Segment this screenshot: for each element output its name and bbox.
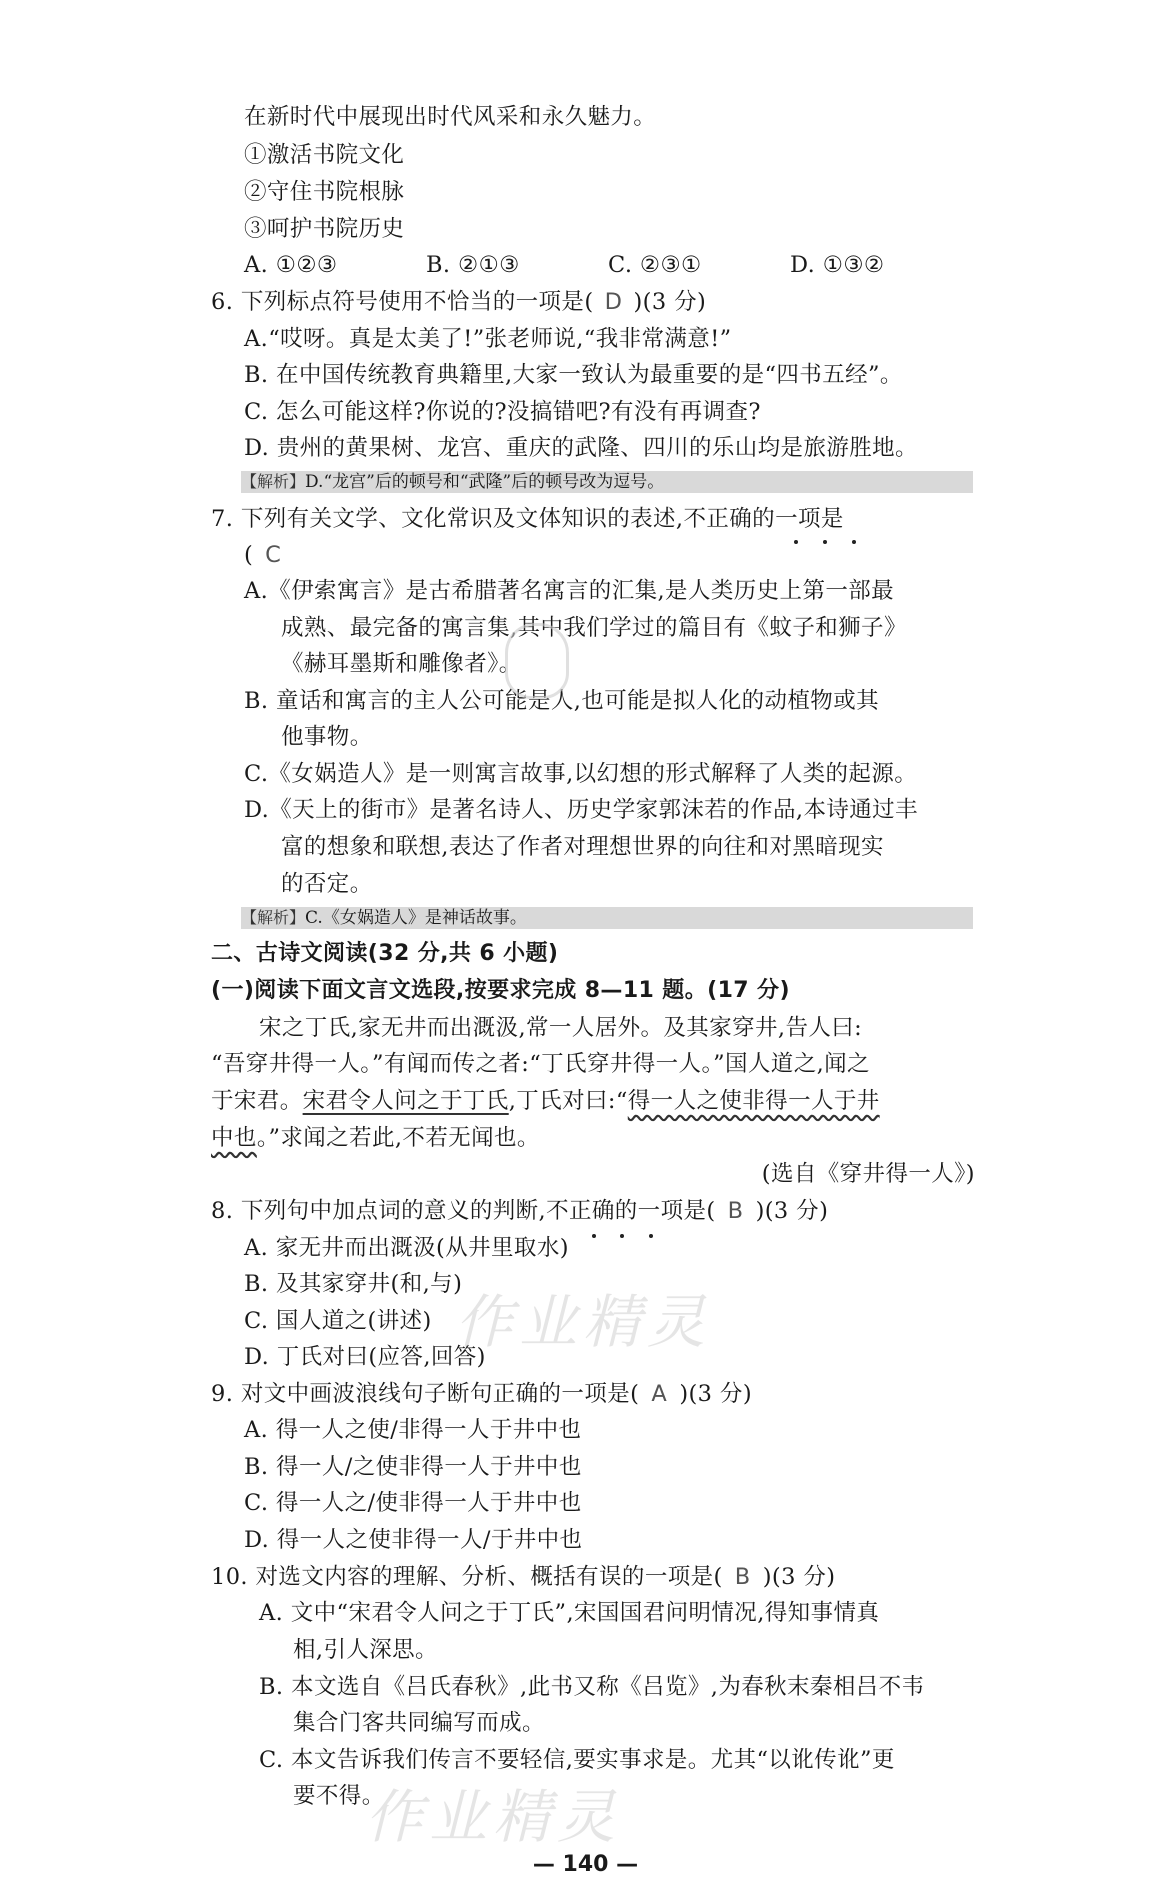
- wavy-sentence: 中也: [211, 1125, 257, 1151]
- q9-stem-text: 9. 对文中画波浪线句子断句正确的一项是(: [211, 1381, 640, 1407]
- q10-stem-text: 10. 对选文内容的理解、分析、概括有误的一项是(: [211, 1564, 723, 1590]
- section-title: 二、古诗文阅读(32 分,共 6 小题): [211, 941, 559, 966]
- q6-stem: [211, 286, 706, 318]
- passage-text: 于宋君。: [211, 1088, 303, 1114]
- page-number: — 140 —: [532, 1852, 639, 1877]
- passage-text: 。”求闻之若此,不若无闻也。: [256, 1125, 540, 1151]
- analysis-text: D.“龙宫”后的顿号和“武隆”后的顿号改为逗号。: [305, 472, 665, 492]
- q6-option-c: C. 怎么可能这样?你说的?没搞错吧?有没有再调查?: [244, 399, 761, 425]
- text-line: ②守住书院根脉: [244, 179, 405, 205]
- q10-option-c-cont: 要不得。: [293, 1783, 385, 1809]
- q7-option-d-cont: 富的想象和联想,表达了作者对理想世界的向往和对黑暗现实: [281, 834, 884, 860]
- passage-line: [211, 1122, 540, 1154]
- emphasis-dot: [823, 540, 827, 544]
- q7-option-d-cont: 的否定。: [281, 871, 373, 897]
- q10-option-b: B. 本文选自《吕氏春秋》,此书又称《吕览》,为春秋末秦相吕不韦: [259, 1674, 925, 1700]
- q5-option-b: B. ②①③: [426, 252, 520, 278]
- emphasis-dot: [794, 540, 798, 544]
- q9-option-d: D. 得一人之使非得一人/于井中也: [244, 1527, 583, 1553]
- emphasis-dot: [649, 1234, 653, 1238]
- q7-answer: C: [265, 542, 282, 568]
- passage-line: “吾穿井得一人。”有闻而传之者:“丁氏穿井得一人。”国人道之,闻之: [211, 1051, 870, 1077]
- q7-option-a: A.《伊索寓言》是古希腊著名寓言的汇集,是人类历史上第一部最: [244, 578, 895, 604]
- analysis-tag: 【解析】: [241, 908, 306, 927]
- q7-option-a-cont: 《赫耳墨斯和雕像者》。: [281, 651, 522, 677]
- q10-option-a: A. 文中“宋君令人问之于丁氏”,宋国国君问明情况,得知事情真: [259, 1600, 880, 1626]
- q5-option-d: D. ①③②: [790, 252, 885, 278]
- q6-option-a: A.“哎呀。真是太美了!”张老师说,“我非常满意!”: [244, 326, 732, 352]
- q6-answer: D: [604, 289, 623, 315]
- emphasis-dot: [592, 1234, 596, 1238]
- q7-option-d: D.《天上的街市》是著名诗人、历史学家郭沫若的作品,本诗通过丰: [244, 797, 918, 823]
- emphasis-dot: [620, 1234, 624, 1238]
- analysis-tag: 【解析】: [241, 472, 306, 491]
- passage-source: (选自《穿井得一人》): [761, 1161, 975, 1187]
- q9-stem: [211, 1378, 752, 1410]
- wavy-sentence: 得一人之使非得一人于井: [627, 1088, 880, 1114]
- q7-option-b-cont: 他事物。: [281, 724, 373, 750]
- passage-text: ,丁氏对曰:“: [508, 1088, 628, 1114]
- text-line: ③呵护书院历史: [244, 216, 405, 242]
- q6-score: )(3 分): [633, 289, 707, 315]
- q5-option-c: C. ②③①: [608, 252, 702, 278]
- q10-score: )(3 分): [762, 1564, 836, 1590]
- q9-option-c: C. 得一人之/使非得一人于井中也: [244, 1490, 582, 1516]
- q7-paren: (: [244, 542, 254, 568]
- watermark: 作业精灵: [365, 1783, 622, 1851]
- q9-score: )(3 分): [679, 1381, 753, 1407]
- q6-analysis: [241, 471, 973, 493]
- q8-option-c: C. 国人道之(讲述): [244, 1308, 432, 1334]
- q7-stem-line2: [244, 539, 293, 571]
- q10-option-a-cont: 相,引人深思。: [293, 1637, 438, 1663]
- q5-option-a: A. ①②③: [244, 252, 338, 278]
- q8-option-b: B. 及其家穿井(和,与): [244, 1271, 463, 1297]
- q10-stem: [211, 1561, 835, 1593]
- q10-answer: B: [734, 1564, 751, 1590]
- q8-stem: [211, 1195, 828, 1227]
- q10-option-c: C. 本文告诉我们传言不要轻信,要实事求是。尤其“以讹传讹”更: [259, 1747, 895, 1773]
- q8-answer: B: [727, 1198, 744, 1224]
- q6-stem-text: 6. 下列标点符号使用不恰当的一项是(: [211, 289, 594, 315]
- passage-line: [211, 1085, 880, 1117]
- q6-option-b: B. 在中国传统教育典籍里,大家一致认为最重要的是“四书五经”。: [244, 362, 903, 388]
- text-line: 在新时代中展现出时代风采和永久魅力。: [244, 104, 657, 130]
- q9-option-b: B. 得一人/之使非得一人于井中也: [244, 1454, 582, 1480]
- emphasis-dot: [852, 540, 856, 544]
- watermark: 作业精灵: [455, 1288, 712, 1356]
- analysis-text: C.《女娲造人》是神话故事。: [305, 908, 527, 928]
- section-subtitle: (一)阅读下面文言文选段,按要求完成 8—11 题。(17 分): [211, 978, 790, 1003]
- passage-line: 宋之丁氏,家无井而出溉汲,常一人居外。及其家穿井,告人曰:: [259, 1015, 863, 1041]
- q7-analysis: [241, 907, 973, 929]
- q8-score: )(3 分): [755, 1198, 829, 1224]
- q10-option-b-cont: 集合门客共同编写而成。: [293, 1710, 545, 1736]
- text-line: ①激活书院文化: [244, 142, 405, 168]
- q7-option-a-cont: 成熟、最完备的寓言集,其中我们学过的篇目有《蚊子和狮子》: [281, 615, 907, 641]
- watermark-seal-icon: [505, 623, 569, 699]
- q7-stem: 7. 下列有关文学、文化常识及文体知识的表述,不正确的一项是: [211, 506, 844, 532]
- q7-option-c: C.《女娲造人》是一则寓言故事,以幻想的形式解释了人类的起源。: [244, 761, 918, 787]
- q8-stem-text: 8. 下列句中加点词的意义的判断,不正确的一项是(: [211, 1198, 716, 1224]
- q8-option-d: D. 丁氏对曰(应答,回答): [244, 1344, 486, 1370]
- q7-option-b: B. 童话和寓言的主人公可能是人,也可能是拟人化的动植物或其: [244, 688, 879, 714]
- q6-option-d: D. 贵州的黄果树、龙宫、重庆的武隆、四川的乐山均是旅游胜地。: [244, 435, 918, 461]
- q5-options: [244, 249, 972, 281]
- underlined-sentence: 宋君令人问之于丁氏: [302, 1088, 509, 1114]
- q9-answer: A: [651, 1381, 668, 1407]
- q9-option-a: A. 得一人之使/非得一人于井中也: [244, 1417, 582, 1443]
- q8-option-a: A. 家无井而出溉汲(从井里取水): [244, 1235, 569, 1261]
